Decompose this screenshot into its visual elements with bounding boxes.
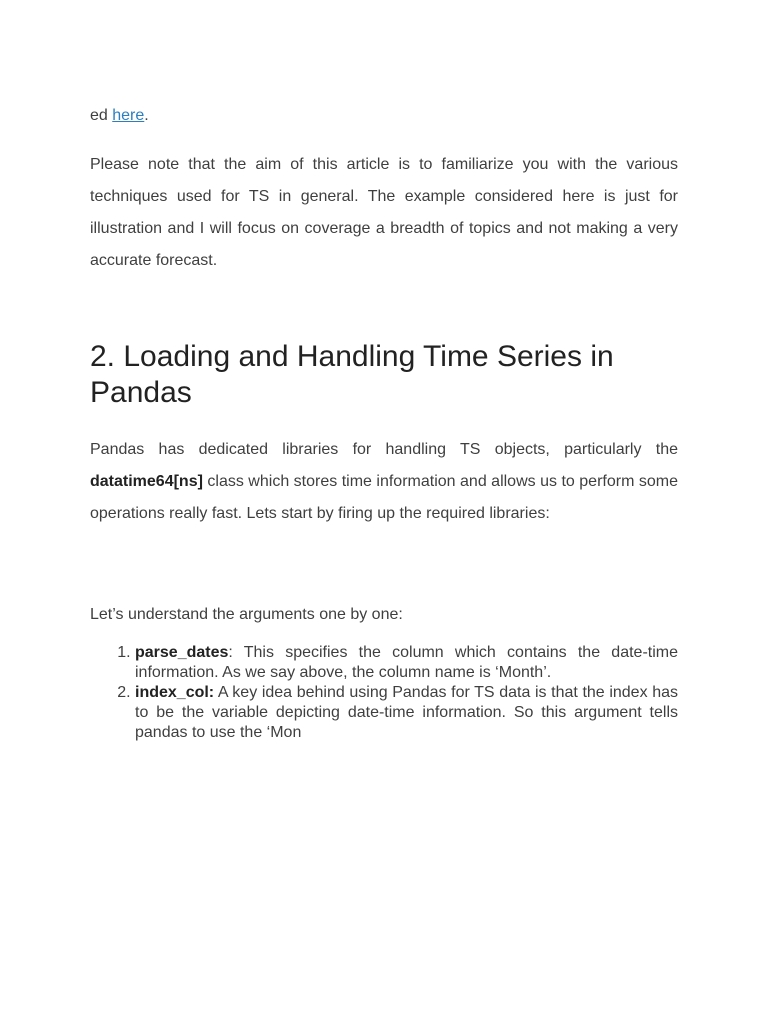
intro-fragment [90,100,678,132]
argument-term: index_col: [135,684,215,701]
intro-prefix: ed [90,107,113,124]
pandas-text-after: class which stores time information and allows us to perform some operations really fast. Lets start by firing up the required libraries: [90,473,678,522]
argument-description: A key idea behind using Pandas for TS data is that the index has to be the variable depicting date-time information. So this argument tells pandas to use the ‘Mon [135,684,678,741]
datatime-class-name: datatime64[ns] [90,473,203,490]
list-item [135,683,678,743]
here-link[interactable]: here [112,107,145,124]
intro-suffix: . [144,107,149,124]
section-heading: 2. Loading and Handling Time Series in Pandas [90,340,614,409]
understand-paragraph: Let’s understand the arguments one by one: [90,606,403,623]
pandas-text-before: Pandas has dedicated libraries for handling TS objects, particularly the [90,441,678,458]
argument-description: : This specifies the column which contains the date-time information. As we say above, the column name is ‘Month’. [135,644,678,681]
note-paragraph: Please note that the aim of this article is to familiarize you with the various techniques used for TS in general. The example considered here is just for illustration and I will focus on coverage a breadth of topics and not making a very accurate forecast. [90,156,678,269]
list-item [135,643,678,683]
argument-term: parse_dates [135,644,229,661]
arguments-list [90,643,678,743]
pandas-paragraph [90,434,678,530]
